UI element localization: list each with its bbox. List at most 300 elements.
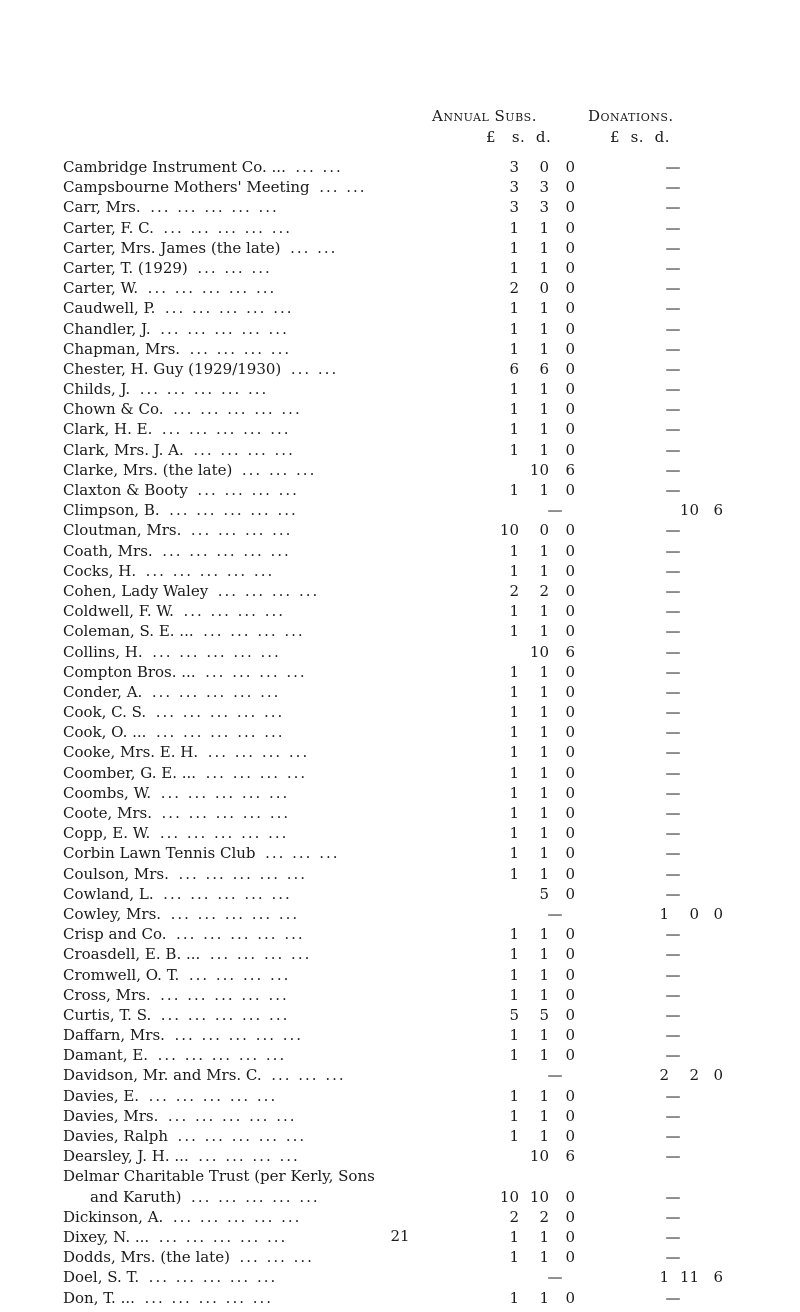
subscriber-name: Cowland, L. ... ... ... ... ...: [63, 884, 292, 903]
annual-pounds: 2: [509, 581, 519, 600]
subscriber-name: Chapman, Mrs. ... ... ... ...: [63, 339, 292, 358]
list-item: [63, 258, 800, 278]
annual-pounds: 1: [509, 1227, 519, 1246]
subscriber-name: Conder, A. ... ... ... ... ...: [63, 682, 281, 701]
donation-dash: —: [665, 1086, 681, 1105]
annual-shillings: 10: [529, 642, 549, 661]
subscriber-name: Carter, T. (1929) ... ... ...: [63, 258, 272, 277]
subscriber-name: Dixey, N. ... ... ... ... ... ...: [63, 1227, 288, 1246]
leader-dots: ... ... ... ... ...: [161, 804, 291, 822]
list-item: [63, 399, 800, 419]
list-item: [63, 238, 800, 258]
leader-dots: ... ... ... ... ...: [173, 400, 302, 419]
annual-shillings: 1: [539, 783, 549, 802]
subscriber-name: Collins, H. ... ... ... ... ...: [63, 642, 281, 661]
annual-shillings: 5: [539, 1005, 549, 1024]
annual-pence: 0: [565, 561, 575, 580]
annual-pounds: 1: [509, 844, 519, 863]
donation-dash: —: [665, 1227, 681, 1246]
annual-pence: 0: [565, 481, 575, 499]
list-item: [63, 157, 800, 177]
annual-pounds: 1: [509, 299, 519, 318]
list-item: [63, 319, 800, 339]
annual-pounds: 1: [509, 1046, 519, 1065]
leader-dots: ... ... ... ...: [198, 1147, 300, 1166]
annual-shillings: 1: [539, 481, 549, 499]
annual-pence: 0: [565, 985, 575, 1004]
annual-pence: 0: [565, 178, 575, 197]
list-item: [63, 1146, 800, 1166]
annual-shillings: 1: [539, 622, 549, 641]
annual-shillings: 1: [539, 218, 549, 237]
annual-pence: 0: [565, 440, 575, 459]
donation-dash: —: [665, 279, 681, 298]
list-item: [63, 621, 800, 641]
subscriber-name: Coldwell, F. W. ... ... ... ...: [63, 602, 286, 621]
annual-pounds: 5: [509, 1005, 519, 1024]
list-item: [63, 480, 800, 500]
list-item: [63, 197, 800, 217]
list-item: [63, 218, 800, 238]
annual-shillings: 1: [539, 945, 549, 964]
subscriber-name: Cowley, Mrs. ... ... ... ... ...: [63, 904, 300, 923]
leader-dots: ... ... ... ...: [190, 521, 293, 540]
subscriber-name: Coomber, G. E. ... ... ... ... ...: [63, 763, 308, 782]
annual-pounds: 1: [509, 945, 519, 964]
subscriber-name: Davies, Ralph ... ... ... ... ...: [63, 1127, 307, 1145]
annual-shillings: 3: [539, 198, 549, 217]
subscriber-name: Coleman, S. E. ... ... ... ... ...: [63, 622, 305, 641]
annual-dash: —: [547, 1268, 563, 1287]
leader-dots: ... ... ...: [241, 460, 317, 479]
donation-dash: —: [665, 481, 681, 499]
annual-pounds: 1: [509, 1288, 519, 1307]
subscriber-name: Carr, Mrs. ... ... ... ... ...: [63, 198, 279, 217]
subscriber-name: Campsbourne Mothers' Meeting ... ...: [63, 178, 367, 197]
annual-pounds: 1: [509, 541, 519, 560]
annual-pounds: 1: [509, 400, 519, 419]
leader-dots: ... ... ... ...: [205, 763, 308, 782]
leader-dots: ... ... ... ...: [217, 581, 320, 600]
list-item: [63, 965, 800, 985]
donation-dash: —: [665, 1026, 681, 1045]
donation-dash: —: [665, 561, 681, 580]
leader-dots: ... ...: [290, 359, 339, 378]
annual-pence: 0: [565, 703, 575, 722]
annual-pence: 0: [565, 945, 575, 964]
annual-pounds: 1: [509, 481, 519, 499]
donation-dash: —: [665, 884, 681, 903]
subscriber-name: Don, T. ... ... ... ... ... ...: [63, 1288, 274, 1307]
annual-shillings: 1: [539, 763, 549, 782]
annual-pounds: 1: [509, 1248, 519, 1267]
annual-pounds: 3: [509, 198, 519, 217]
leader-dots: ... ... ... ... ...: [162, 541, 291, 560]
donation-dash: —: [665, 703, 681, 722]
subscriber-name: Cook, C. S. ... ... ... ... ...: [63, 703, 285, 722]
annual-pence: 0: [565, 804, 575, 822]
annual-shillings: 1: [539, 420, 549, 439]
annual-pounds: 1: [509, 561, 519, 580]
leader-dots: ... ... ...: [239, 1248, 314, 1267]
annual-pence: 0: [565, 1046, 575, 1065]
annual-pence: 0: [565, 723, 575, 742]
list-item: [63, 1025, 800, 1045]
leader-dots: ... ... ... ... ...: [139, 380, 269, 399]
donation-units-header: £ s. d.: [610, 128, 670, 146]
subscriber-name: Dearsley, J. H. ... ... ... ... ...: [63, 1147, 300, 1166]
annual-shillings: 1: [539, 703, 549, 722]
donation-dash: —: [665, 985, 681, 1004]
annual-pounds: 10: [499, 1187, 519, 1206]
list-item: [63, 823, 800, 843]
subscriber-name: Doel, S. T. ... ... ... ... ...: [63, 1268, 278, 1287]
annual-pence: 6: [565, 460, 575, 479]
list-item: [63, 702, 800, 722]
leader-dots: ... ... ... ...: [209, 945, 312, 964]
annual-pence: 0: [565, 400, 575, 419]
leader-dots: ... ... ... ...: [189, 339, 292, 358]
subscriber-name: Crisp and Co. ... ... ... ... ...: [63, 925, 305, 944]
list-item: [63, 904, 800, 924]
list-item: [63, 1207, 800, 1227]
donation-dash: —: [665, 965, 681, 984]
list-item: [63, 601, 800, 621]
annual-pence: 0: [565, 359, 575, 378]
leader-dots: ... ... ...: [265, 844, 340, 863]
list-item: [63, 662, 800, 682]
annual-shillings: 0: [539, 279, 549, 298]
donation-pence: 6: [713, 1268, 723, 1287]
donation-pounds: 1: [659, 904, 669, 923]
page-number: 21: [390, 1227, 410, 1245]
donation-dash: —: [665, 198, 681, 217]
donation-dash: —: [665, 299, 681, 318]
subscriber-name: Chown & Co. ... ... ... ... ...: [63, 400, 302, 419]
annual-pounds: 1: [509, 804, 519, 822]
donation-dash: —: [665, 1207, 681, 1226]
donation-pence: 0: [713, 904, 723, 923]
annual-pounds: 1: [509, 1106, 519, 1125]
leader-dots: ... ... ... ... ...: [164, 299, 294, 318]
list-item: [63, 541, 800, 561]
annual-pounds: 1: [509, 763, 519, 782]
leader-dots: ... ... ... ... ...: [150, 198, 279, 217]
leader-dots: ... ... ... ... ...: [147, 279, 277, 298]
annual-pence: 0: [565, 864, 575, 883]
annual-pounds: 1: [509, 965, 519, 984]
list-item: [63, 298, 800, 318]
list-item: [63, 884, 800, 904]
annual-pence: 0: [565, 198, 575, 217]
annual-pounds: 1: [509, 602, 519, 621]
annual-pence: 0: [565, 1127, 575, 1145]
annual-shillings: 1: [539, 1086, 549, 1105]
annual-pence: 0: [565, 158, 575, 176]
annual-pence: 0: [565, 299, 575, 318]
annual-pence: 0: [565, 420, 575, 439]
annual-dash: —: [547, 501, 563, 520]
annual-pounds: 1: [509, 703, 519, 722]
annual-pence: 0: [565, 521, 575, 540]
subscriber-list: [63, 157, 800, 1308]
annual-shillings: 1: [539, 743, 549, 762]
annual-shillings: 0: [539, 158, 549, 176]
list-item: [63, 924, 800, 944]
leader-dots: ... ... ... ... ...: [144, 1288, 274, 1307]
leader-dots: ... ... ... ... ...: [174, 1026, 304, 1045]
leader-dots: ... ... ... ... ...: [155, 703, 285, 722]
annual-shillings: 2: [539, 1207, 549, 1226]
subscriber-name: Cocks, H. ... ... ... ... ...: [63, 561, 275, 580]
list-item: [63, 440, 800, 460]
donation-dash: —: [665, 602, 681, 621]
subscriber-name: Climpson, B. ... ... ... ... ...: [63, 501, 298, 520]
annual-shillings: 1: [539, 682, 549, 701]
subscriber-name: Cloutman, Mrs. ... ... ... ...: [63, 521, 293, 540]
donation-shillings: 2: [689, 1066, 699, 1085]
donation-pounds: 1: [659, 1268, 669, 1287]
annual-shillings: 1: [539, 400, 549, 419]
donation-dash: —: [665, 1248, 681, 1267]
leader-dots: ... ... ... ...: [193, 440, 295, 459]
annual-shillings: 1: [539, 925, 549, 944]
leader-dots: ... ... ... ...: [183, 602, 286, 621]
leader-dots: ... ... ... ...: [205, 662, 307, 681]
donation-dash: —: [665, 804, 681, 822]
annual-shillings: 1: [539, 723, 549, 742]
subscriber-name: Copp, E. W. ... ... ... ... ...: [63, 824, 289, 843]
annual-pence: 0: [565, 884, 575, 903]
annual-pounds: 1: [509, 925, 519, 944]
donation-dash: —: [665, 682, 681, 701]
annual-pence: 6: [565, 642, 575, 661]
annual-shillings: 1: [539, 864, 549, 883]
annual-shillings: 5: [539, 884, 549, 903]
donations-header: Donations.: [588, 107, 674, 125]
donation-shillings: 10: [679, 501, 699, 520]
donation-dash: —: [665, 1127, 681, 1145]
list-item: [63, 803, 800, 823]
annual-pounds: 1: [509, 1086, 519, 1105]
leader-dots: ... ... ... ... ...: [159, 824, 289, 843]
list-item: [63, 682, 800, 702]
list-item: [63, 460, 800, 480]
subscriber-name: Clark, H. E. ... ... ... ... ...: [63, 420, 291, 439]
annual-pounds: 1: [509, 864, 519, 883]
annual-shillings: 1: [539, 1227, 549, 1246]
leader-dots: ... ... ... ... ...: [163, 218, 293, 237]
annual-shillings: 1: [539, 380, 549, 399]
annual-pounds: 1: [509, 238, 519, 257]
list-item: [63, 1065, 800, 1085]
annual-pence: 0: [565, 622, 575, 641]
leader-dots: ... ... ... ... ...: [160, 783, 290, 802]
annual-shillings: 2: [539, 581, 549, 600]
subscriber-name: Claxton & Booty ... ... ... ...: [63, 481, 299, 499]
donation-dash: —: [665, 662, 681, 681]
subscriber-name: and Karuth) ... ... ... ... ...: [90, 1187, 320, 1206]
annual-shillings: 3: [539, 178, 549, 197]
list-item: [63, 944, 800, 964]
annual-shillings: 1: [539, 1106, 549, 1125]
subscriber-name: Davies, E. ... ... ... ... ...: [63, 1086, 278, 1105]
subscriber-name: Cook, O. ... ... ... ... ... ...: [63, 723, 285, 742]
annual-pence: 0: [565, 339, 575, 358]
list-item: [63, 379, 800, 399]
list-item: [63, 763, 800, 783]
annual-pence: 0: [565, 1086, 575, 1105]
leader-dots: ... ... ... ... ...: [160, 985, 289, 1004]
leader-dots: ... ... ... ... ...: [158, 1227, 288, 1246]
donation-dash: —: [665, 158, 681, 176]
leader-dots: ... ... ... ... ...: [145, 561, 275, 580]
annual-pounds: 1: [509, 1127, 519, 1145]
annual-pounds: 3: [509, 158, 519, 176]
annual-shillings: 6: [539, 359, 549, 378]
annual-pence: 0: [565, 743, 575, 762]
donation-dash: —: [665, 339, 681, 358]
annual-shillings: 10: [529, 1147, 549, 1166]
list-item: [63, 642, 800, 662]
list-item: [63, 177, 800, 197]
annual-pounds: 1: [509, 622, 519, 641]
annual-pence: 0: [565, 824, 575, 843]
annual-shillings: 1: [539, 440, 549, 459]
subscriber-name: Coath, Mrs. ... ... ... ... ...: [63, 541, 291, 560]
donation-dash: —: [665, 642, 681, 661]
annual-dash: —: [547, 904, 563, 923]
subscriber-name: Corbin Lawn Tennis Club ... ... ...: [63, 844, 340, 863]
leader-dots: ... ... ... ...: [197, 481, 299, 499]
annual-pounds: 1: [509, 682, 519, 701]
list-item: [63, 722, 800, 742]
annual-pence: 0: [565, 279, 575, 298]
annual-pence: 0: [565, 380, 575, 399]
donation-dash: —: [665, 945, 681, 964]
annual-pence: 0: [565, 1288, 575, 1307]
donation-dash: —: [665, 218, 681, 237]
annual-pence: 0: [565, 319, 575, 338]
donation-shillings: 0: [689, 904, 699, 923]
annual-shillings: 1: [539, 238, 549, 257]
annual-shillings: 1: [539, 1248, 549, 1267]
leader-dots: ... ...: [319, 178, 367, 197]
list-item: [63, 1005, 800, 1025]
annual-pence: 0: [565, 1187, 575, 1206]
leader-dots: ... ... ... ... ...: [172, 1207, 302, 1226]
donation-dash: —: [665, 1106, 681, 1125]
annual-shillings: 1: [539, 1026, 549, 1045]
annual-pence: 0: [565, 763, 575, 782]
annual-pence: 0: [565, 1005, 575, 1024]
subscriber-name: Childs, J. ... ... ... ... ...: [63, 380, 269, 399]
annual-shillings: 10: [529, 1187, 549, 1206]
leader-dots: ... ... ... ... ...: [148, 1268, 278, 1287]
list-item: [63, 843, 800, 863]
annual-pounds: 1: [509, 339, 519, 358]
annual-pounds: 6: [509, 359, 519, 378]
donation-shillings: 11: [679, 1268, 699, 1287]
annual-pounds: 1: [509, 258, 519, 277]
leader-dots: ... ... ... ... ...: [163, 884, 292, 903]
subscriber-name: Compton Bros. ... ... ... ... ...: [63, 662, 307, 681]
annual-shillings: 1: [539, 985, 549, 1004]
donation-dash: —: [665, 1046, 681, 1065]
annual-pounds: 1: [509, 440, 519, 459]
annual-dash: —: [547, 1066, 563, 1085]
annual-pence: 0: [565, 218, 575, 237]
subscriber-name: Clark, Mrs. J. A. ... ... ... ...: [63, 440, 295, 459]
annual-pounds: 10: [499, 521, 519, 540]
subscriber-name: Dickinson, A. ... ... ... ... ...: [63, 1207, 302, 1226]
donation-dash: —: [665, 420, 681, 439]
annual-pounds: 1: [509, 380, 519, 399]
annual-shillings: 1: [539, 965, 549, 984]
leader-dots: ... ... ... ... ...: [191, 1187, 320, 1206]
annual-pounds: 1: [509, 420, 519, 439]
leader-dots: ... ... ... ... ...: [169, 501, 298, 520]
annual-pounds: 2: [509, 1207, 519, 1226]
annual-shillings: 1: [539, 804, 549, 822]
donation-dash: —: [665, 460, 681, 479]
annual-pence: 0: [565, 1207, 575, 1226]
annual-pence: 0: [565, 238, 575, 257]
annual-pounds: 1: [509, 824, 519, 843]
leader-dots: ... ... ... ... ...: [157, 1046, 287, 1065]
list-item: [63, 742, 800, 762]
annual-shillings: 1: [539, 1046, 549, 1065]
annual-pounds: 1: [509, 319, 519, 338]
list-item: [63, 561, 800, 581]
list-item: [63, 1288, 800, 1308]
annual-pence: 0: [565, 1227, 575, 1246]
leader-dots: ... ... ... ... ...: [152, 642, 281, 661]
leader-dots: ... ... ... ... ...: [155, 723, 285, 742]
annual-pounds: 1: [509, 743, 519, 762]
annual-shillings: 1: [539, 258, 549, 277]
donation-dash: —: [665, 1005, 681, 1024]
donation-dash: —: [665, 1187, 681, 1206]
donation-dash: —: [665, 380, 681, 399]
annual-shillings: 1: [539, 1288, 549, 1307]
leader-dots: ... ... ... ... ...: [160, 1005, 290, 1024]
list-item: [63, 1166, 800, 1186]
annual-pounds: 1: [509, 985, 519, 1004]
annual-units-header: £ s. d.: [486, 128, 552, 146]
donation-dash: —: [665, 581, 681, 600]
subscriber-name: Croasdell, E. B. ... ... ... ... ...: [63, 945, 312, 964]
donation-dash: —: [665, 763, 681, 782]
annual-pounds: 3: [509, 178, 519, 197]
list-item: [63, 783, 800, 803]
list-item: [63, 1086, 800, 1106]
annual-shillings: 1: [539, 319, 549, 338]
subscriber-name: Delmar Charitable Trust (per Kerly, Sons: [63, 1167, 375, 1186]
annual-shillings: 1: [539, 299, 549, 318]
leader-dots: ... ... ... ... ...: [148, 1086, 278, 1105]
donation-dash: —: [665, 238, 681, 257]
subscriber-name: Coulson, Mrs. ... ... ... ... ...: [63, 864, 308, 883]
annual-shillings: 1: [539, 844, 549, 863]
subscriber-name: Cambridge Instrument Co. ... ... ...: [63, 158, 343, 176]
annual-pence: 0: [565, 1106, 575, 1125]
annual-shillings: 1: [539, 1127, 549, 1145]
annual-shillings: 1: [539, 339, 549, 358]
annual-pence: 0: [565, 844, 575, 863]
list-item: [63, 520, 800, 540]
list-item: [63, 864, 800, 884]
